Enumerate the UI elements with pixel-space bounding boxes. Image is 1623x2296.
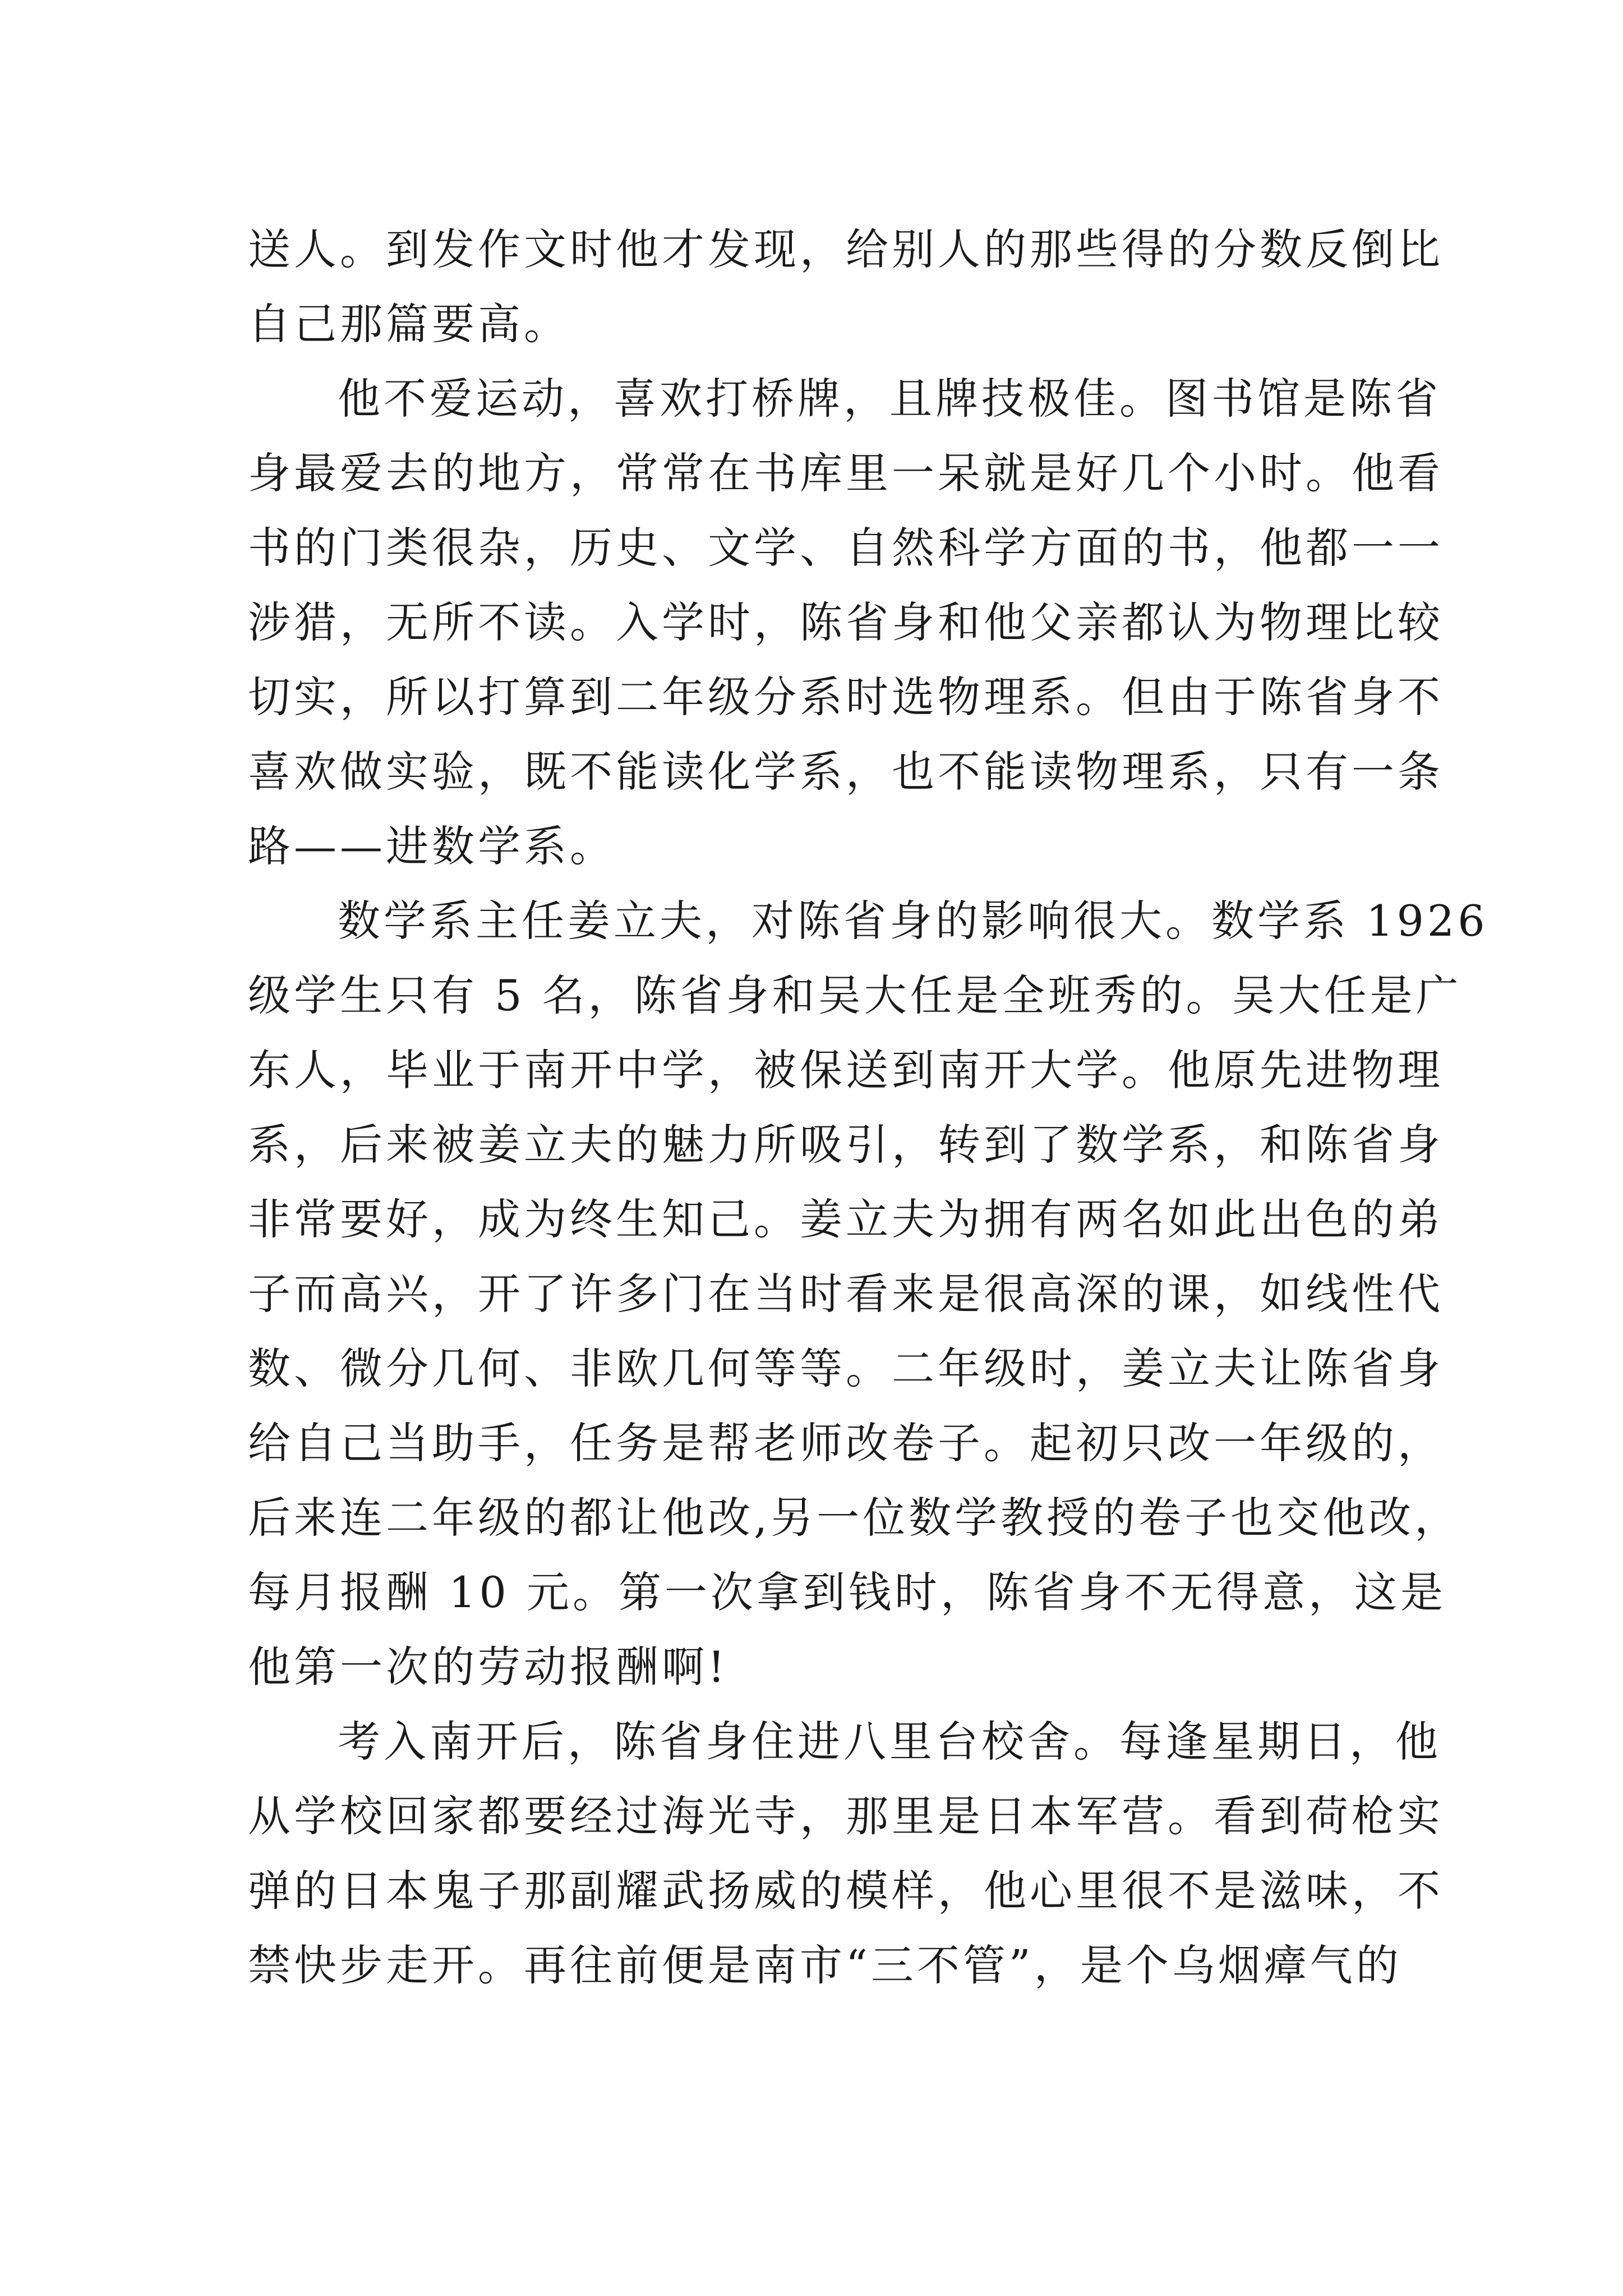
paragraph-2 (248, 361, 1444, 884)
text-line: 喜欢做实验，既不能读化学系，也不能读物理系，只有一条 (248, 747, 1444, 797)
text-line: 东人，毕业于南开中学，被保送到南开大学。他原先进物理 (248, 1045, 1444, 1095)
text-line: 书的门类很杂，历史、文学、自然科学方面的书，他都一一 (248, 523, 1444, 573)
text-line: 弹的日本鬼子那副耀武扬威的模样，他心里很不是滋味，不 (248, 1866, 1444, 1916)
paragraph-1 (248, 212, 1444, 361)
text-line: 数、微分几何、非欧几何等等。二年级时，姜立夫让陈省身 (248, 1343, 1444, 1393)
text-line: 后来连二年级的都让他改,另一位数学教授的卷子也交他改， (248, 1493, 1461, 1543)
text-line: 送人。到发作文时他才发现，给别人的那些得的分数反倒比 (248, 224, 1444, 274)
text-line: 自己那篇要高。 (248, 299, 570, 349)
text-line: 从学校回家都要经过海光寺，那里是日本军营。看到荷枪实 (248, 1791, 1444, 1841)
text-line: 给自己当助手，任务是帮老师改卷子。起初只改一年级的， (248, 1418, 1444, 1468)
text-line: 每月报酬 10 元。第一次拿到钱时，陈省身不无得意，这是 (248, 1567, 1447, 1617)
text-line: 级学生只有 5 名，陈省身和吴大任是全班秀的。吴大任是广 (248, 970, 1462, 1020)
text-line: 系，后来被姜立夫的魅力所吸引，转到了数学系，和陈省身 (248, 1120, 1444, 1170)
paragraph-4 (248, 1704, 1444, 2003)
paragraph-3 (248, 884, 1488, 1704)
text-line: 切实，所以打算到二年级分系时选物理系。但由于陈省身不 (248, 672, 1444, 722)
text-line: 禁快步走开。再往前便是南市“三不管”，是个乌烟瘴气的 (248, 1940, 1402, 1990)
text-line: 身最爱去的地方，常常在书库里一呆就是好几个小时。他看 (248, 448, 1444, 498)
text-line: 数学系主任姜立夫，对陈省身的影响很大。数学系 1926 (338, 896, 1488, 946)
text-line: 路——进数学系。 (248, 821, 616, 871)
text-line: 子而高兴，开了许多门在当时看来是很高深的课，如线性代 (248, 1269, 1444, 1319)
body-text (248, 212, 1488, 2003)
text-line: 他第一次的劳动报酬啊! (248, 1642, 728, 1692)
text-line: 涉猎，无所不读。入学时，陈省身和他父亲都认为物理比较 (248, 597, 1444, 647)
text-line: 考入南开后，陈省身住进八里台校舍。每逢星期日，他 (338, 1717, 1441, 1766)
text-line: 非常要好，成为终生知己。姜立夫为拥有两名如此出色的弟 (248, 1194, 1444, 1244)
text-line: 他不爱运动，喜欢打桥牌，且牌技极佳。图书馆是陈省 (338, 374, 1441, 424)
